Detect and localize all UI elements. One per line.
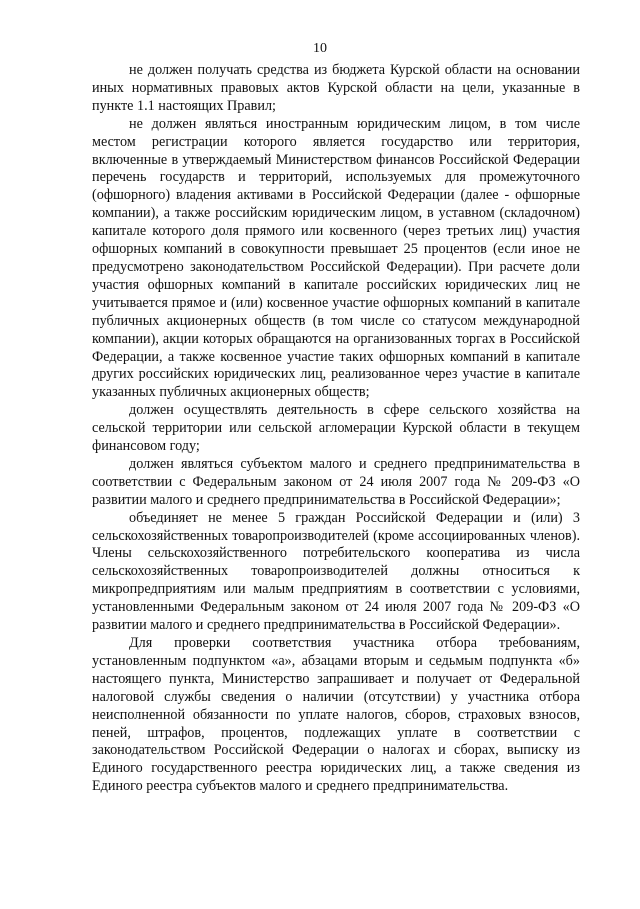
document-body (92, 62, 580, 796)
paragraph-offshore-companies: не должен являться иностранным юридическим лицом, в том числе местом регистрации которого является государство или территория, включенные в утверждаемый Министерством финансов Российской Федерации перечень государств и территорий, используемых для промежуточного (офшорного) владения активами в Российской Федерации (далее - офшорные компании), а также российским юридическим лицом, в уставном (складочном) капитале которого доля прямого или косвенного (через третьих лиц) участия офшорных компаний в совокупности превышает 25 процентов (если иное не предусмотрено законодательством Российской Федерации). При расчете доли участия офшорных компаний в капитале российских юридических лиц не учитывается прямое и (или) косвенное участие офшорных компаний в капитале публичных акционерных обществ (в том числе со статусом международной компании), акции которых обращаются на организованных торгах в Российской Федерации, а также косвенное участие таких офшорных компаний в капитале других российских юридических лиц, реализованное через участие в капитале указанных публичных акционерных обществ; (92, 115, 580, 401)
paragraph-verification: Для проверки соответствия участника отбора требованиям, установленным подпунктом «а», абзацами вторым и седьмым подпункта «б» настоящего пункта, Министерство запрашивает и получает от Федеральной налоговой службы сведения о наличии (отсутствии) у участника отбора неисполненной обязанности по уплате налогов, сборов, страховых взносов, пеней, штрафов, процентов, подлежащих уплате в соответствии с законодательством Российской Федерации о налогах и сборах, выписку из Единого государственного реестра юридических лиц, а также сведения из Единого реестра субъектов малого и среднего предпринимательства. (92, 635, 580, 795)
paragraph-small-business: должен являться субъектом малого и среднего предпринимательства в соответствии с Федеральным законом от 24 июля 2007 года № 209-ФЗ «О развитии малого и среднего предпринимательства в Российской Федерации»; (92, 455, 580, 508)
paragraph-budget-funds: не должен получать средства из бюджета Курской области на основании иных нормативных правовых актов Курской области на цели, указанные в пункте 1.1 настоящих Правил; (92, 62, 580, 114)
page-number: 10 (313, 41, 327, 56)
paragraph-cooperative-members: объединяет не менее 5 граждан Российской Федерации и (или) 3 сельскохозяйственных товаропроизводителей (кроме ассоциированных членов). Члены сельскохозяйственного потребительского кооператива из числа сельскохозяйственных товаропроизводителей должны относиться к микропредприятиям или малым предприятиям в соответствии с условиями, установленными Федеральным законом от 24 июля 2007 года № 209-ФЗ «О развитии малого и среднего предпринимательства в Российской Федерации». (92, 509, 580, 634)
paragraph-agricultural-activity: должен осуществлять деятельность в сфере сельского хозяйства на сельской территории или сельской агломерации Курской области в текущем финансовом году; (92, 402, 580, 455)
